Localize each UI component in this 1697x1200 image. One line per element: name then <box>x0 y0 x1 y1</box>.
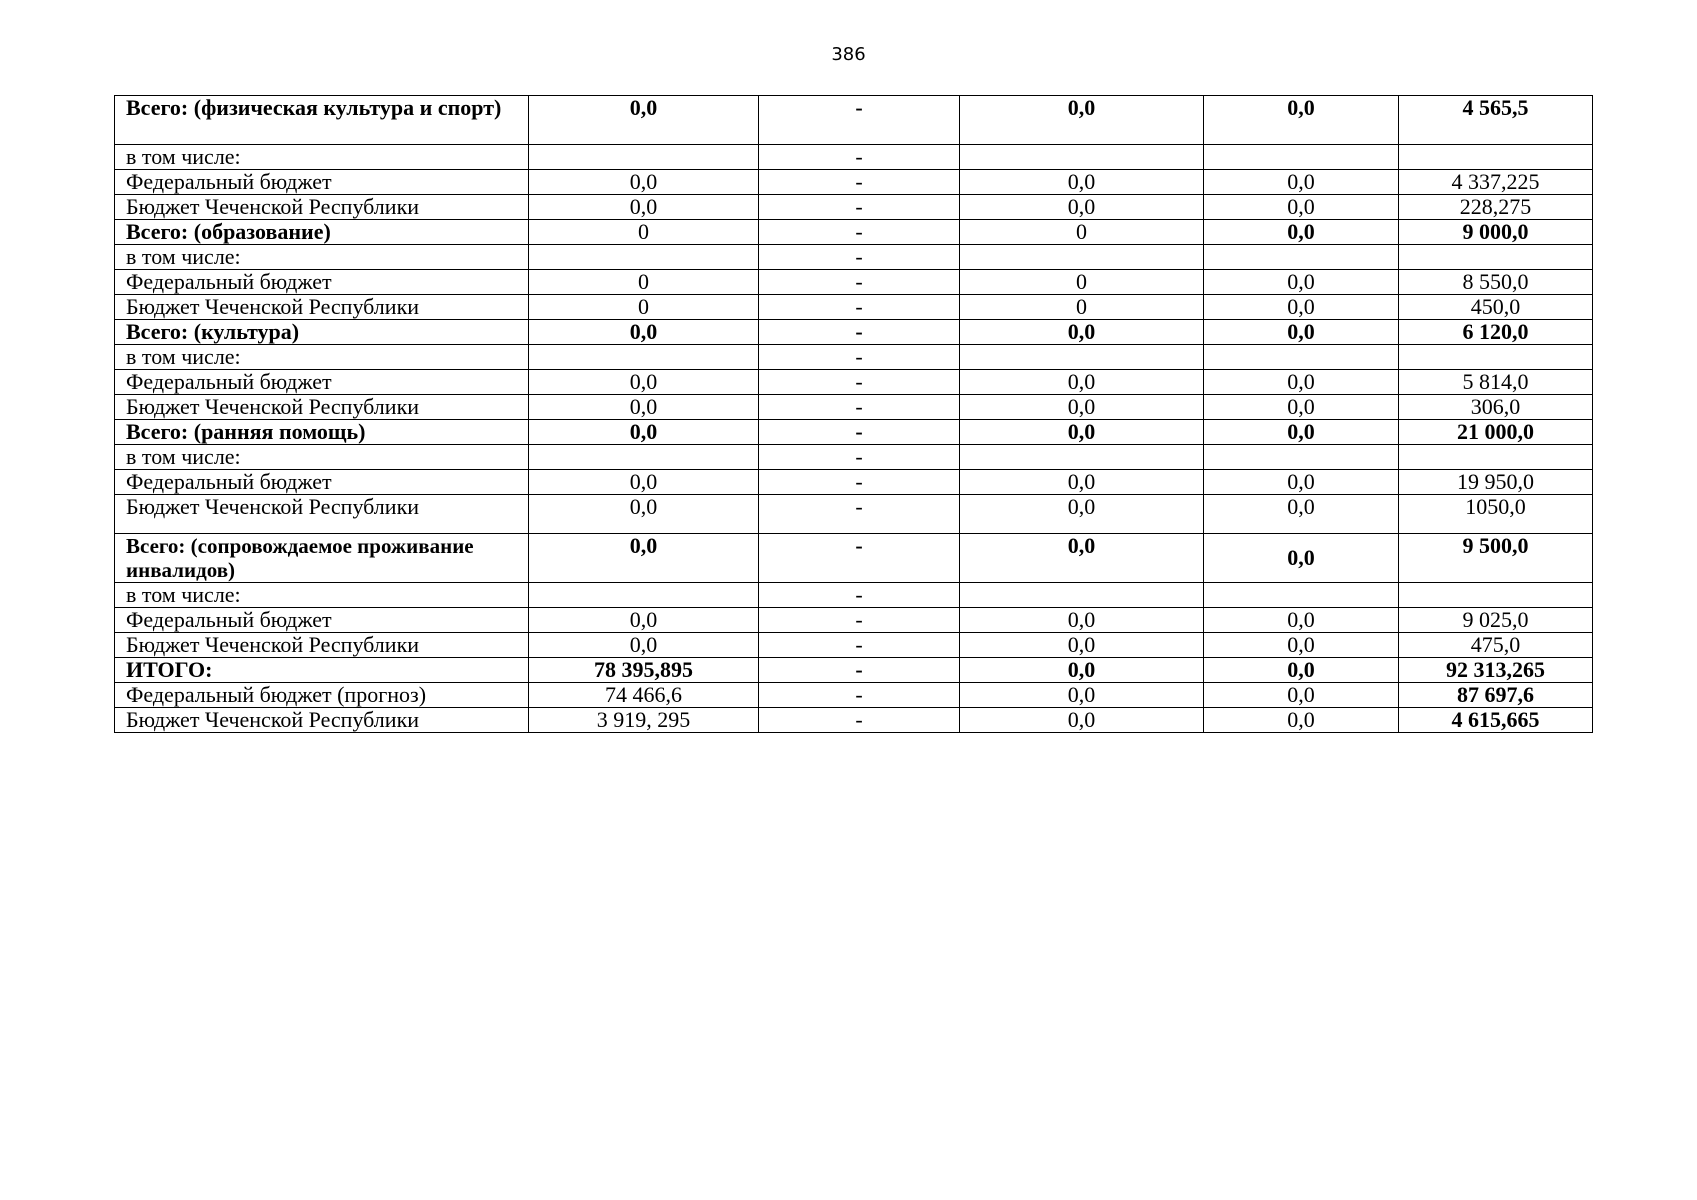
row-label: Федеральный бюджет <box>115 270 529 295</box>
cell-value: 87 697,6 <box>1399 683 1593 708</box>
cell-value: 0,0 <box>960 195 1204 220</box>
cell-value: - <box>759 220 960 245</box>
table-row <box>115 534 1593 583</box>
cell-value: - <box>759 320 960 345</box>
row-label: Бюджет Чеченской Республики <box>115 708 529 733</box>
row-label: Бюджет Чеченской Республики <box>115 195 529 220</box>
cell-value: 0,0 <box>1204 495 1399 534</box>
cell-value: - <box>759 608 960 633</box>
cell-value: 0,0 <box>960 658 1204 683</box>
row-label: Всего: (ранняя помощь) <box>115 420 529 445</box>
cell-value <box>529 245 759 270</box>
row-label: Всего: (образование) <box>115 220 529 245</box>
cell-value: 0,0 <box>960 683 1204 708</box>
cell-value: 21 000,0 <box>1399 420 1593 445</box>
cell-value: 0,0 <box>1204 658 1399 683</box>
cell-value: - <box>759 633 960 658</box>
row-label: в том числе: <box>115 145 529 170</box>
cell-value: 0 <box>529 295 759 320</box>
cell-value: 0,0 <box>529 495 759 534</box>
table-row <box>115 245 1593 270</box>
row-label: в том числе: <box>115 245 529 270</box>
cell-value: 4 565,5 <box>1399 96 1593 145</box>
cell-value: 9 000,0 <box>1399 220 1593 245</box>
cell-value: 0,0 <box>1204 295 1399 320</box>
cell-value: 306,0 <box>1399 395 1593 420</box>
cell-value: 0,0 <box>960 608 1204 633</box>
table-row <box>115 96 1593 145</box>
cell-value: 0 <box>529 220 759 245</box>
cell-value: 3 919, 295 <box>529 708 759 733</box>
table-row <box>115 708 1593 733</box>
cell-value <box>1204 345 1399 370</box>
cell-value <box>1204 145 1399 170</box>
cell-value: 0,0 <box>529 170 759 195</box>
cell-value: 9 500,0 <box>1399 534 1593 583</box>
row-label: Всего: (культура) <box>115 320 529 345</box>
cell-value: 0,0 <box>529 420 759 445</box>
cell-value: 92 313,265 <box>1399 658 1593 683</box>
cell-value <box>960 345 1204 370</box>
table-row <box>115 395 1593 420</box>
cell-value: - <box>759 145 960 170</box>
cell-value: 0 <box>960 220 1204 245</box>
row-label: Бюджет Чеченской Республики <box>115 495 529 534</box>
cell-value <box>960 583 1204 608</box>
cell-value: - <box>759 195 960 220</box>
table-row <box>115 495 1593 534</box>
row-label: в том числе: <box>115 583 529 608</box>
row-label: Федеральный бюджет <box>115 608 529 633</box>
cell-value: 1050,0 <box>1399 495 1593 534</box>
cell-value: 0,0 <box>960 395 1204 420</box>
row-label: ИТОГО: <box>115 658 529 683</box>
cell-value: 0,0 <box>529 370 759 395</box>
cell-value: 0,0 <box>1204 96 1399 145</box>
cell-value: 0,0 <box>1204 608 1399 633</box>
table-row <box>115 370 1593 395</box>
row-label: Всего: (сопровождаемое проживание инвалидов) <box>115 534 529 583</box>
table-row <box>115 270 1593 295</box>
cell-value: 0,0 <box>960 370 1204 395</box>
row-label: Федеральный бюджет <box>115 370 529 395</box>
table-row <box>115 170 1593 195</box>
cell-value: - <box>759 445 960 470</box>
row-label: в том числе: <box>115 345 529 370</box>
cell-value: 4 615,665 <box>1399 708 1593 733</box>
cell-value: - <box>759 708 960 733</box>
cell-value: 19 950,0 <box>1399 470 1593 495</box>
row-label: Всего: (физическая культура и спорт) <box>115 96 529 145</box>
cell-value: 0,0 <box>1204 220 1399 245</box>
cell-value <box>1399 583 1593 608</box>
cell-value: 0 <box>960 295 1204 320</box>
table-row <box>115 583 1593 608</box>
table-row <box>115 470 1593 495</box>
cell-value: - <box>759 170 960 195</box>
cell-value: 78 395,895 <box>529 658 759 683</box>
table-row <box>115 633 1593 658</box>
cell-value: 0,0 <box>529 608 759 633</box>
cell-value: 0,0 <box>960 96 1204 145</box>
cell-value: 450,0 <box>1399 295 1593 320</box>
cell-value: - <box>759 345 960 370</box>
cell-value: 74 466,6 <box>529 683 759 708</box>
cell-value: 475,0 <box>1399 633 1593 658</box>
cell-value: 0 <box>529 270 759 295</box>
cell-value: - <box>759 420 960 445</box>
cell-value: 0,0 <box>529 534 759 583</box>
table-row <box>115 445 1593 470</box>
cell-value: 0,0 <box>1204 370 1399 395</box>
cell-value <box>960 245 1204 270</box>
cell-value: 0,0 <box>529 96 759 145</box>
cell-value <box>1204 583 1399 608</box>
cell-value: 0,0 <box>1204 470 1399 495</box>
table-row <box>115 320 1593 345</box>
cell-value: 0,0 <box>1204 534 1399 583</box>
cell-value: - <box>759 534 960 583</box>
cell-value: 0,0 <box>529 320 759 345</box>
cell-value: 0,0 <box>960 420 1204 445</box>
cell-value: - <box>759 96 960 145</box>
cell-value: 228,275 <box>1399 195 1593 220</box>
cell-value: 0,0 <box>1204 270 1399 295</box>
cell-value: 9 025,0 <box>1399 608 1593 633</box>
cell-value <box>960 445 1204 470</box>
cell-value: - <box>759 270 960 295</box>
cell-value: 8 550,0 <box>1399 270 1593 295</box>
table-row <box>115 145 1593 170</box>
cell-value: - <box>759 395 960 420</box>
cell-value: 0,0 <box>529 195 759 220</box>
cell-value: 0,0 <box>529 633 759 658</box>
row-label: Федеральный бюджет <box>115 470 529 495</box>
cell-value <box>1399 445 1593 470</box>
cell-value <box>529 345 759 370</box>
cell-value: 0,0 <box>1204 320 1399 345</box>
cell-value <box>960 145 1204 170</box>
cell-value: 0,0 <box>960 170 1204 195</box>
cell-value: - <box>759 495 960 534</box>
cell-value: 6 120,0 <box>1399 320 1593 345</box>
table-row <box>115 683 1593 708</box>
table-row <box>115 608 1593 633</box>
cell-value: 0,0 <box>960 495 1204 534</box>
cell-value: 0,0 <box>1204 683 1399 708</box>
cell-value: - <box>759 370 960 395</box>
cell-value: 0,0 <box>1204 195 1399 220</box>
cell-value <box>1204 245 1399 270</box>
row-label: Бюджет Чеченской Республики <box>115 633 529 658</box>
cell-value: - <box>759 245 960 270</box>
table-row <box>115 658 1593 683</box>
cell-value <box>1204 445 1399 470</box>
cell-value <box>1399 145 1593 170</box>
row-label: в том числе: <box>115 445 529 470</box>
row-label: Федеральный бюджет (прогноз) <box>115 683 529 708</box>
cell-value: 0,0 <box>960 470 1204 495</box>
page-number: 386 <box>831 44 866 65</box>
cell-value: 0,0 <box>1204 633 1399 658</box>
cell-value <box>529 583 759 608</box>
cell-value <box>529 145 759 170</box>
cell-value: - <box>759 470 960 495</box>
row-label: Бюджет Чеченской Республики <box>115 395 529 420</box>
cell-value: - <box>759 683 960 708</box>
cell-value: 5 814,0 <box>1399 370 1593 395</box>
cell-value: 0,0 <box>529 470 759 495</box>
cell-value: - <box>759 295 960 320</box>
table-row <box>115 345 1593 370</box>
cell-value: - <box>759 583 960 608</box>
budget-table <box>114 95 1593 733</box>
cell-value <box>529 445 759 470</box>
cell-value: 0,0 <box>960 633 1204 658</box>
cell-value: 0,0 <box>1204 708 1399 733</box>
table-row <box>115 295 1593 320</box>
cell-value: 0,0 <box>1204 420 1399 445</box>
cell-value <box>1399 245 1593 270</box>
cell-value: 0,0 <box>529 395 759 420</box>
table-row <box>115 195 1593 220</box>
table-row <box>115 420 1593 445</box>
cell-value: 0,0 <box>960 534 1204 583</box>
cell-value: 0,0 <box>1204 170 1399 195</box>
cell-value: 0,0 <box>1204 395 1399 420</box>
cell-value: 0,0 <box>960 708 1204 733</box>
row-label: Федеральный бюджет <box>115 170 529 195</box>
cell-value: 0,0 <box>960 320 1204 345</box>
cell-value: 0 <box>960 270 1204 295</box>
cell-value: - <box>759 658 960 683</box>
row-label: Бюджет Чеченской Республики <box>115 295 529 320</box>
cell-value: 4 337,225 <box>1399 170 1593 195</box>
cell-value <box>1399 345 1593 370</box>
table-row <box>115 220 1593 245</box>
